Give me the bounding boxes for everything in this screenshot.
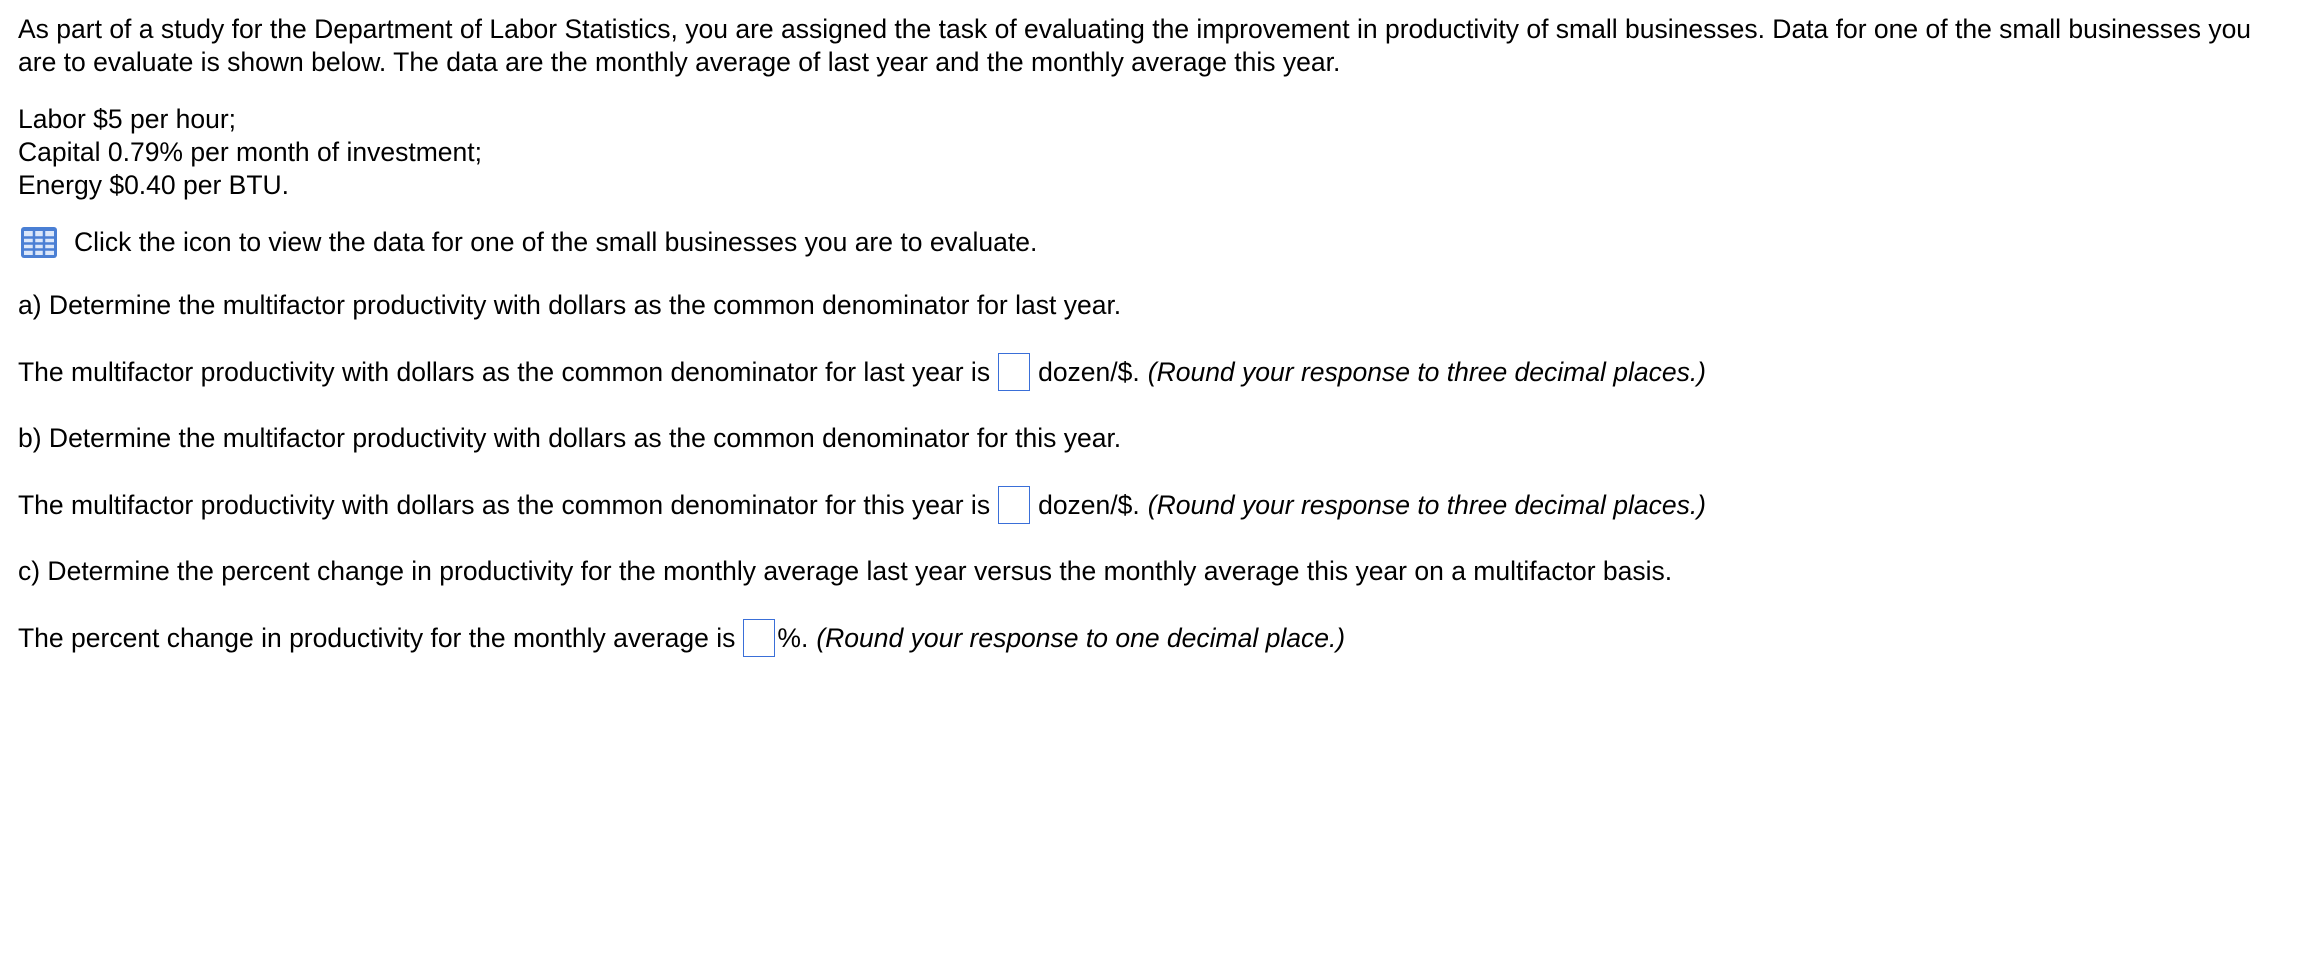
answer-b-prefix: The multifactor productivity with dollars as the common denominator for this year is (18, 489, 991, 520)
data-link-row (18, 226, 2255, 259)
answer-a-line (18, 353, 2255, 391)
question-a: a) Determine the multifactor productivity with dollars as the common denominator for last year. (18, 290, 1122, 320)
intro-paragraph: As part of a study for the Department of Labor Statistics, you are assigned the task of evaluating the improvement in productivity of small businesses. Data for one of the small businesses you are to evaluate is shown below. The data are the monthly average of last year and the monthly average this year. (18, 14, 2252, 77)
answer-b-line (18, 486, 2255, 524)
answer-a-hint: (Round your response to three decimal places.) (1147, 356, 1707, 387)
answer-c-prefix: The percent change in productivity for the monthly average is (18, 622, 736, 653)
cost-rates (18, 103, 2255, 202)
answer-b-unit: dozen/$. (1038, 489, 1140, 520)
labor-rate: Labor $5 per hour; (18, 104, 237, 134)
answer-c-input[interactable] (743, 619, 775, 657)
answer-b-input[interactable] (998, 486, 1030, 524)
answer-b-hint: (Round your response to three decimal places.) (1147, 489, 1707, 520)
data-link-text: Click the icon to view the data for one of the small businesses you are to evaluate. (74, 227, 1038, 257)
answer-a-input[interactable] (998, 353, 1030, 391)
answer-c-hint: (Round your response to one decimal place.) (816, 622, 1346, 653)
question-b: b) Determine the multifactor productivity with dollars as the common denominator for this year. (18, 423, 1122, 453)
answer-a-prefix: The multifactor productivity with dollars as the common denominator for last year is (18, 356, 991, 387)
capital-rate: Capital 0.79% per month of investment; (18, 137, 482, 167)
energy-rate: Energy $0.40 per BTU. (18, 170, 290, 200)
answer-c-unit: %. (777, 622, 809, 653)
question-c: c) Determine the percent change in productivity for the monthly average last year versus the monthly average this year on a multifactor basis. (18, 556, 1673, 586)
answer-c-line (18, 619, 2255, 657)
answer-a-unit: dozen/$. (1038, 356, 1140, 387)
table-grid-icon[interactable] (20, 226, 58, 259)
